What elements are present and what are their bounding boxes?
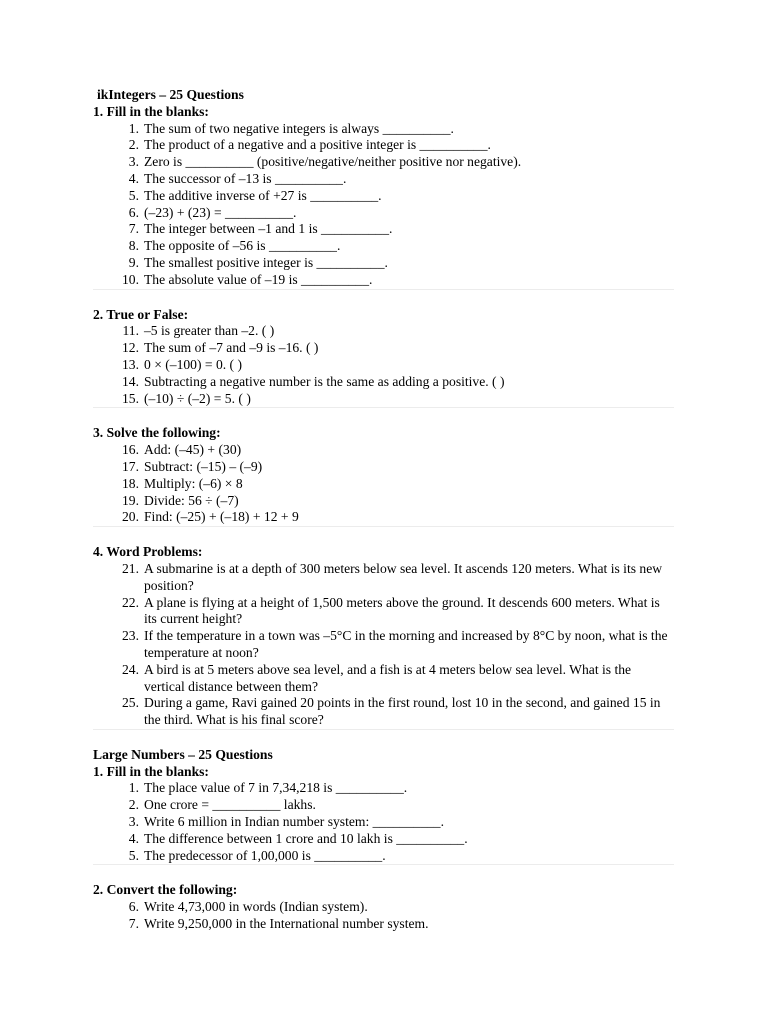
- item-number: 3.: [128, 154, 139, 170]
- item-text: The opposite of –56 is __________.: [144, 238, 341, 254]
- item-text: During a game, Ravi gained 20 points in the first round, lost 10 in the second, and gained 15 in the third. What is his final score?: [144, 695, 661, 728]
- item-text: The product of a negative and a positive integer is __________.: [144, 137, 491, 153]
- item-text: Find: (–25) + (–18) + 12 + 9: [144, 509, 299, 525]
- item-number: 17.: [122, 458, 139, 474]
- item-text: The sum of –7 and –9 is –16. ( ): [144, 340, 319, 356]
- item-number: 4.: [128, 170, 139, 186]
- list-item: [93, 323, 674, 340]
- list-item: [93, 493, 674, 510]
- item-number: 22.: [122, 594, 139, 610]
- list-item: [93, 561, 674, 595]
- list-item: [93, 171, 674, 188]
- item-text: A bird is at 5 meters above sea level, and a fish is at 4 meters below sea level. What is the vertical distance between them?: [144, 661, 632, 694]
- list-item: [93, 848, 674, 865]
- doc-title-large-numbers: Large Numbers – 25 Questions: [93, 746, 273, 762]
- item-number: 10.: [122, 271, 139, 287]
- item-text: The absolute value of –19 is __________.: [144, 271, 373, 287]
- item-text: The successor of –13 is __________.: [144, 170, 347, 186]
- section-heading: 3. Solve the following:: [93, 425, 221, 441]
- list-item: [93, 628, 674, 662]
- list-item: [93, 831, 674, 848]
- item-number: 14.: [122, 373, 139, 389]
- item-number: 11.: [122, 323, 139, 339]
- list-item: [93, 662, 674, 696]
- section-heading: 2. Convert the following:: [93, 882, 238, 898]
- item-number: 4.: [128, 830, 139, 846]
- item-number: 2.: [128, 137, 139, 153]
- item-number: 6.: [128, 899, 139, 915]
- item-text: –5 is greater than –2. ( ): [144, 323, 275, 339]
- list-item: [93, 255, 674, 272]
- list-item: [93, 205, 674, 222]
- item-number: 6.: [128, 204, 139, 220]
- list-item: [93, 238, 674, 255]
- item-number: 7.: [128, 221, 139, 237]
- item-number: 9.: [128, 254, 139, 270]
- section-convert: [93, 882, 674, 932]
- list-item: [93, 814, 674, 831]
- list-item: [93, 340, 674, 357]
- item-text: (–10) ÷ (–2) = 5. ( ): [144, 390, 251, 406]
- section-true-false: [93, 307, 674, 409]
- list-item: [93, 188, 674, 205]
- item-number: 25.: [122, 695, 139, 711]
- item-number: 5.: [128, 847, 139, 863]
- list-item: [93, 154, 674, 171]
- item-number: 18.: [122, 475, 139, 491]
- list-item: [93, 476, 674, 493]
- item-number: 13.: [122, 356, 139, 372]
- list-item: [93, 121, 674, 138]
- item-text: A submarine is at a depth of 300 meters below sea level. It ascends 120 meters. What is its new position?: [144, 560, 663, 593]
- list-item: [93, 916, 674, 933]
- item-number: 7.: [128, 916, 139, 932]
- list-item: [93, 509, 674, 526]
- list-item: [93, 695, 674, 729]
- list-item: [93, 221, 674, 238]
- item-text: The difference between 1 crore and 10 lakh is __________.: [144, 830, 468, 846]
- item-number: 24.: [122, 661, 139, 677]
- item-number: 23.: [122, 628, 139, 644]
- list-item: [93, 357, 674, 374]
- item-number: 20.: [122, 509, 139, 525]
- item-text: Write 9,250,000 in the International number system.: [144, 916, 429, 932]
- list-item: [93, 391, 674, 408]
- item-number: 8.: [128, 238, 139, 254]
- item-text: Divide: 56 ÷ (–7): [144, 492, 239, 508]
- item-text: Write 6 million in Indian number system: __________.: [144, 814, 444, 830]
- item-number: 2.: [128, 797, 139, 813]
- item-text: The place value of 7 in 7,34,218 is __________.: [144, 780, 408, 796]
- item-text: 0 × (–100) = 0. ( ): [144, 356, 243, 372]
- section-word-problems: [93, 544, 674, 730]
- item-text: The smallest positive integer is __________.: [144, 254, 388, 270]
- document-page: [93, 87, 674, 933]
- item-text: (–23) + (23) = __________.: [144, 204, 297, 220]
- item-number: 21.: [122, 560, 139, 576]
- section-large-fill-blanks: [93, 764, 674, 866]
- doc-title: ikIntegers – 25 Questions: [97, 87, 244, 102]
- list-item: [93, 459, 674, 476]
- item-text: The predecessor of 1,00,000 is __________.: [144, 847, 386, 863]
- item-text: The sum of two negative integers is always __________.: [144, 120, 454, 136]
- section-heading: 1. Fill in the blanks:: [93, 103, 209, 119]
- item-number: 1.: [128, 780, 139, 796]
- section-heading: 2. True or False:: [93, 306, 189, 322]
- section-heading: 1. Fill in the blanks:: [93, 763, 209, 779]
- item-text: Subtracting a negative number is the same as adding a positive. ( ): [144, 373, 505, 389]
- list-item: [93, 137, 674, 154]
- list-item: [93, 374, 674, 391]
- item-number: 12.: [122, 340, 139, 356]
- list-item: [93, 780, 674, 797]
- item-text: Subtract: (–15) – (–9): [144, 458, 263, 474]
- item-number: 3.: [128, 814, 139, 830]
- item-number: 16.: [122, 442, 139, 458]
- item-text: Multiply: (–6) × 8: [144, 475, 243, 491]
- list-item: [93, 797, 674, 814]
- list-item: [93, 899, 674, 916]
- list-item: [93, 272, 674, 289]
- section-heading: 4. Word Problems:: [93, 544, 203, 560]
- item-text: If the temperature in a town was –5°C in the morning and increased by 8°C by noon, what is the temperature at noon?: [144, 628, 668, 660]
- item-number: 19.: [122, 492, 139, 508]
- item-text: One crore = __________ lakhs.: [144, 797, 316, 813]
- item-text: The integer between –1 and 1 is __________.: [144, 221, 393, 237]
- item-number: 5.: [128, 187, 139, 203]
- item-text: A plane is flying at a height of 1,500 meters above the ground. It descends 600 meters. What is its current height?: [144, 594, 660, 627]
- item-text: The additive inverse of +27 is __________.: [144, 187, 382, 203]
- item-number: 1.: [128, 120, 139, 136]
- item-number: 15.: [122, 390, 139, 406]
- item-text: Write 4,73,000 in words (Indian system).: [144, 899, 368, 915]
- section-solve: [93, 425, 674, 527]
- item-text: Add: (–45) + (30): [144, 442, 242, 458]
- item-text: Zero is __________ (positive/negative/neither positive nor negative).: [144, 154, 522, 170]
- section-fill-blanks: [93, 104, 674, 290]
- list-item: [93, 442, 674, 459]
- list-item: [93, 595, 674, 629]
